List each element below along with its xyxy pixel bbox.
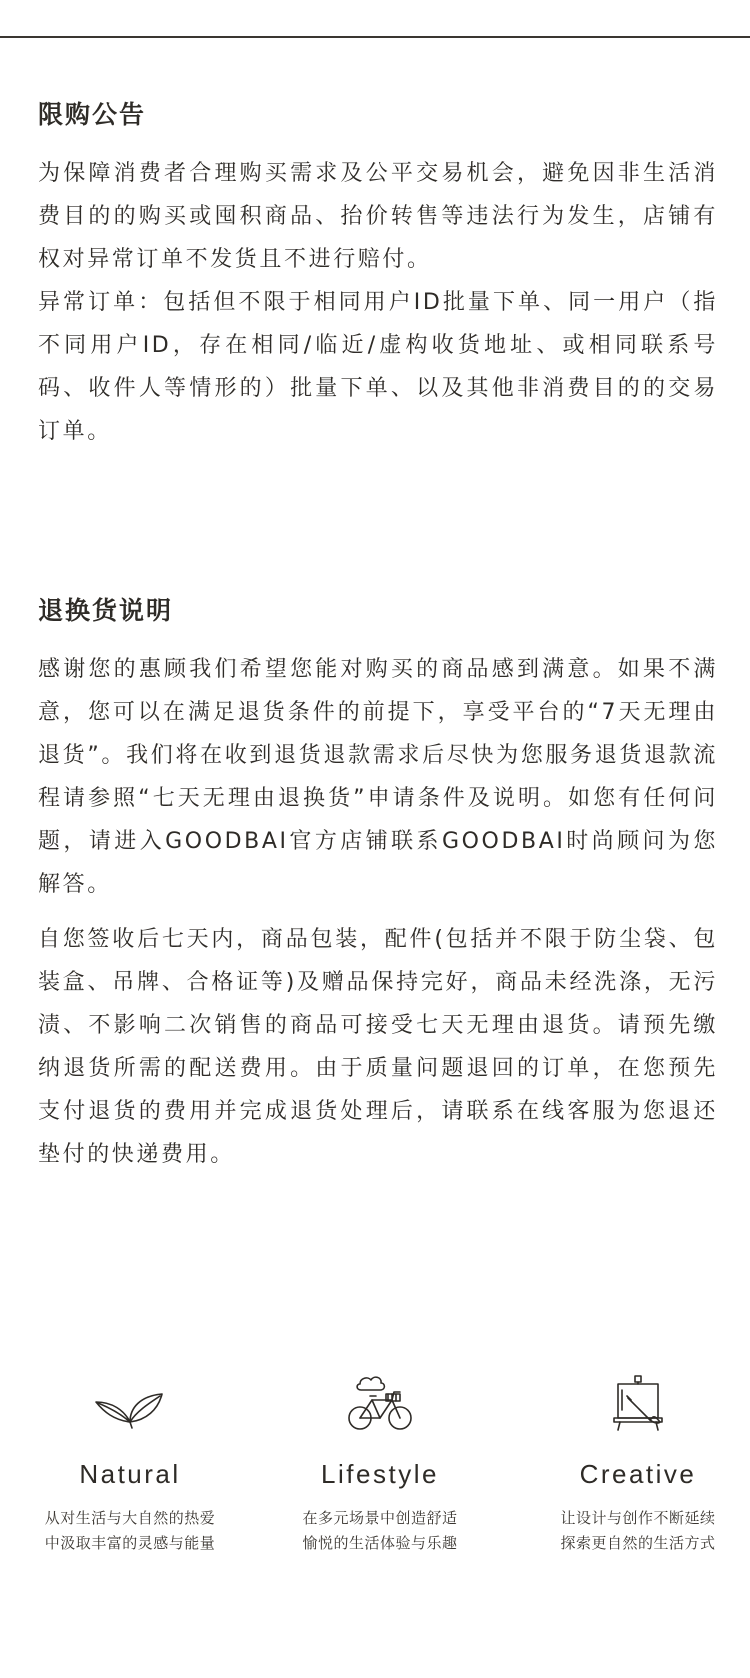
feature-creative-desc-line-1: 让设计与创作不断延续 (560, 1509, 716, 1527)
abnormal-order-paragraph: 异常订单：包括但不限于相同用户ID批量下单、同一用户（指不同用户ID，存在相同/临近/虚构收货地址、或相同联系号码、收件人等情形的）批量下单、以及其他非消费目的的交易订单。 (38, 290, 718, 444)
feature-lifestyle-desc (260, 1506, 500, 1556)
limit-purchase-paragraph: 为保障消费者合理购买需求及公平交易机会，避免因非生活消费目的的购买或囤积商品、抬价转售等违法行为发生，店铺有权对异常订单不发货且不进行赔付。 (38, 161, 718, 272)
feature-lifestyle-label: Lifestyle (321, 1459, 439, 1489)
easel-brush-icon (598, 1370, 678, 1436)
feature-natural (10, 1370, 250, 1556)
feature-natural-desc-line-2: 中汲取丰富的灵感与能量 (44, 1534, 216, 1552)
feature-natural-desc-line-1: 从对生活与大自然的热爱 (44, 1509, 216, 1527)
return-policy-title: 退换货说明 (38, 596, 174, 625)
return-policy-section (38, 594, 718, 1176)
feature-natural-desc (10, 1506, 250, 1556)
feature-creative-desc-line-2: 探索更自然的生活方式 (560, 1534, 716, 1552)
bicycle-icon (340, 1370, 420, 1436)
feature-lifestyle-desc-line-1: 在多元场景中创造舒适 (302, 1509, 458, 1527)
limit-purchase-title: 限购公告 (38, 100, 147, 129)
feature-lifestyle (260, 1370, 500, 1556)
feature-creative-label: Creative (579, 1459, 697, 1489)
feature-natural-label: Natural (79, 1459, 181, 1489)
return-conditions-paragraph: 自您签收后七天内，商品包装，配件(包括并不限于防尘袋、包装盒、吊牌、合格证等)及赠品保持完好，商品未经洗涤，无污渍、不影响二次销售的商品可接受七天无理由退货。请预先缴纳退货所需的配送费用。由于质量问题退回的订单，在您预先支付退货的费用并完成退货处理后，请联系在线客服为您退还垫付的快递费用。 (38, 927, 718, 1167)
return-policy-paragraph: 感谢您的惠顾我们希望您能对购买的商品感到满意。如果不满意，您可以在满足退货条件的前提下，享受平台的“7天无理由退货”。我们将在收到退货退款需求后尽快为您服务退货退款流程请参照“七天无理由退换货”申请条件及说明。如您有任何问题，请进入GOODBAI官方店铺联系GOODBAI时尚顾问为您解答。 (38, 657, 718, 897)
limit-purchase-section (38, 98, 718, 453)
top-divider (0, 36, 750, 38)
feature-creative (518, 1370, 750, 1556)
feature-lifestyle-desc-line-2: 愉悦的生活体验与乐趣 (302, 1534, 458, 1552)
feature-creative-desc (518, 1506, 750, 1556)
leaf-icon (90, 1370, 170, 1436)
